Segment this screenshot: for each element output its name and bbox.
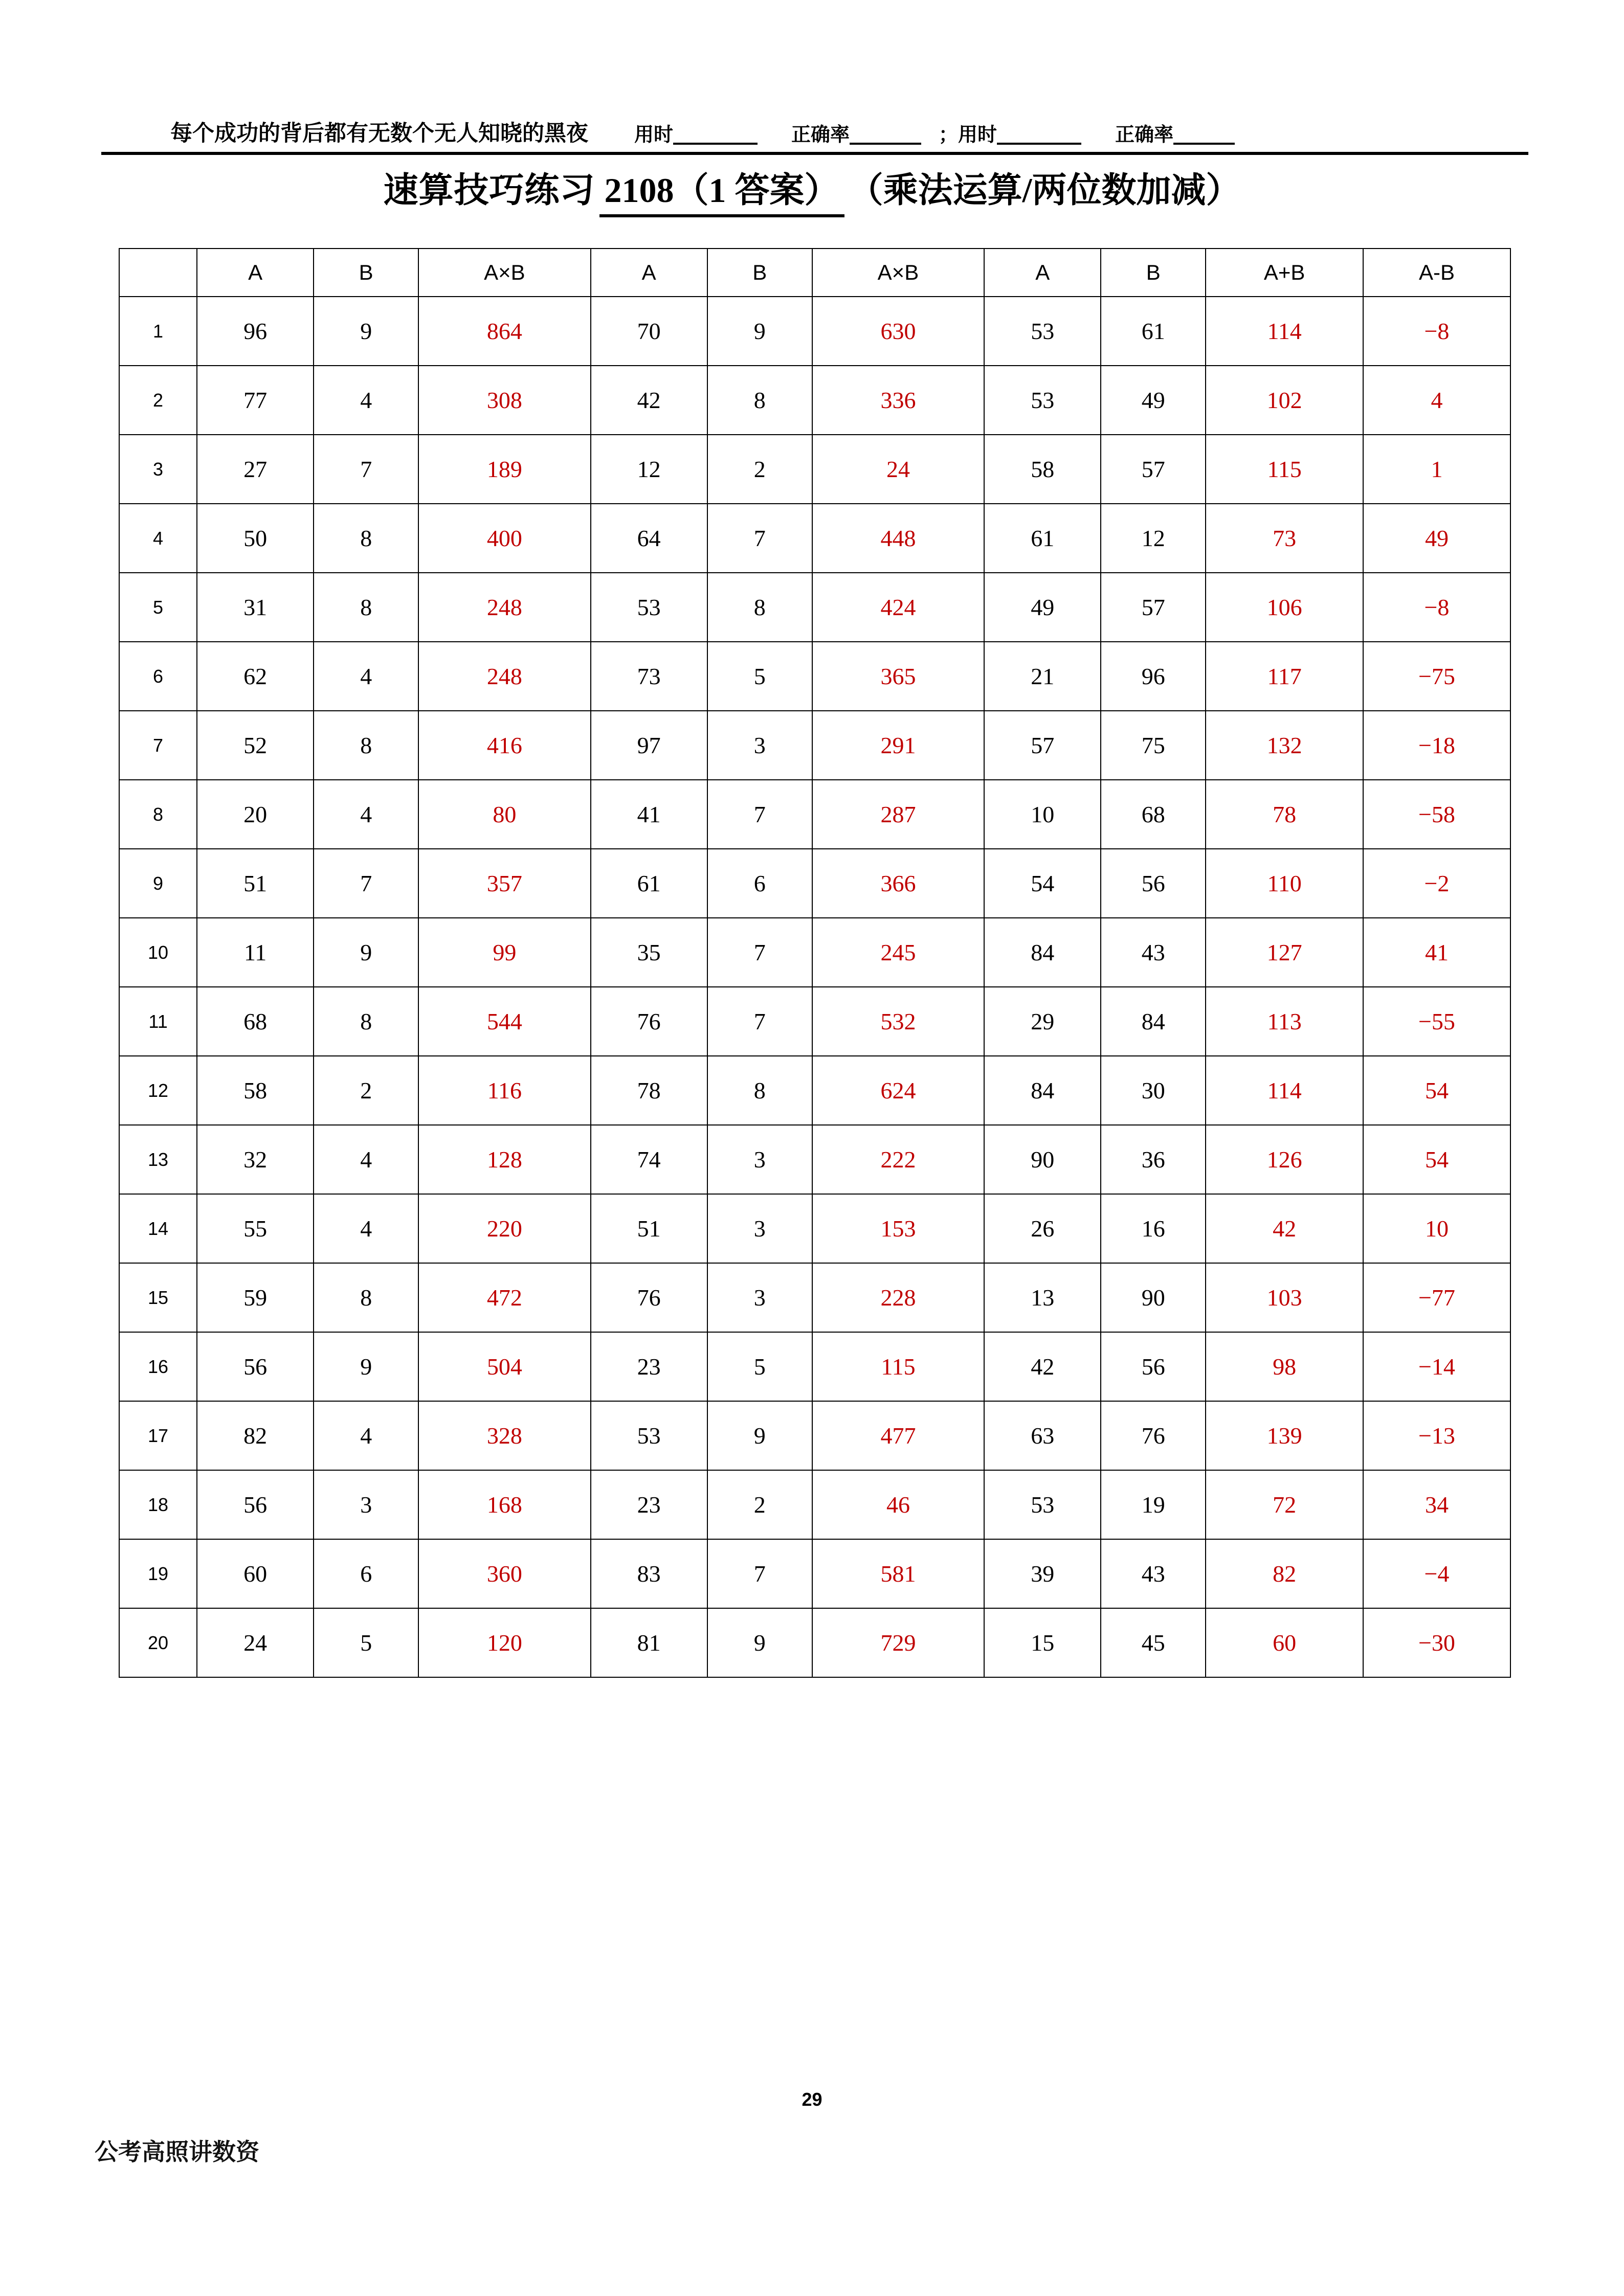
operand-cell: 59 [197, 1263, 314, 1332]
table-row [119, 1125, 1510, 1194]
practice-table-wrapper [119, 248, 1511, 1678]
column-header-2: B [314, 249, 418, 297]
operand-cell: 9 [314, 297, 418, 366]
operand-cell: 5 [707, 642, 812, 711]
answer-cell: 120 [418, 1608, 590, 1677]
operand-cell: 41 [591, 780, 707, 849]
row-index: 11 [119, 987, 197, 1056]
operand-cell: 55 [197, 1194, 314, 1263]
operand-cell: 13 [984, 1263, 1101, 1332]
table-row [119, 918, 1510, 987]
operand-cell: 75 [1101, 711, 1206, 780]
operand-cell: 53 [984, 1470, 1101, 1539]
operand-cell: 54 [984, 849, 1101, 918]
column-header-10: A-B [1363, 249, 1510, 297]
operand-cell: 57 [984, 711, 1101, 780]
answer-cell: 366 [812, 849, 984, 918]
operand-cell: 30 [1101, 1056, 1206, 1125]
operand-cell: 7 [707, 504, 812, 573]
answer-cell: 729 [812, 1608, 984, 1677]
operand-cell: 24 [197, 1608, 314, 1677]
operand-cell: 2 [707, 1470, 812, 1539]
row-index: 3 [119, 435, 197, 504]
table-head [119, 249, 1510, 297]
operand-cell: 82 [197, 1401, 314, 1470]
answer-cell: 24 [812, 435, 984, 504]
operand-cell: 8 [314, 1263, 418, 1332]
operand-cell: 70 [591, 297, 707, 366]
answer-cell: 54 [1363, 1125, 1510, 1194]
table-row [119, 1332, 1510, 1401]
time-label-2: 用时 [958, 124, 997, 146]
answer-cell: 117 [1206, 642, 1363, 711]
operand-cell: 96 [1101, 642, 1206, 711]
answer-cell: 80 [418, 780, 590, 849]
operand-cell: 74 [591, 1125, 707, 1194]
operand-cell: 3 [707, 1194, 812, 1263]
operand-cell: 27 [197, 435, 314, 504]
operand-cell: 63 [984, 1401, 1101, 1470]
answer-cell: 328 [418, 1401, 590, 1470]
answer-cell: −58 [1363, 780, 1510, 849]
row-index: 1 [119, 297, 197, 366]
answer-cell: 115 [1206, 435, 1363, 504]
column-header-index [119, 249, 197, 297]
answer-cell: 220 [418, 1194, 590, 1263]
title-code: 2108（1 答案） [599, 169, 844, 217]
operand-cell: 53 [591, 573, 707, 642]
accuracy-blank-1[interactable] [850, 127, 921, 145]
operand-cell: 8 [314, 987, 418, 1056]
operand-cell: 56 [197, 1332, 314, 1401]
operand-cell: 8 [707, 1056, 812, 1125]
answer-cell: −18 [1363, 711, 1510, 780]
table-row [119, 297, 1510, 366]
answer-cell: 126 [1206, 1125, 1363, 1194]
operand-cell: 53 [984, 297, 1101, 366]
operand-cell: 56 [197, 1470, 314, 1539]
answer-cell: −77 [1363, 1263, 1510, 1332]
answer-cell: 365 [812, 642, 984, 711]
operand-cell: 4 [314, 1194, 418, 1263]
operand-cell: 62 [197, 642, 314, 711]
table-row [119, 1401, 1510, 1470]
running-header [101, 105, 1528, 153]
operand-cell: 43 [1101, 918, 1206, 987]
answer-cell: 153 [812, 1194, 984, 1263]
row-index: 15 [119, 1263, 197, 1332]
answer-cell: 116 [418, 1056, 590, 1125]
table-row [119, 366, 1510, 435]
column-header-9: A+B [1206, 249, 1363, 297]
answer-cell: 42 [1206, 1194, 1363, 1263]
table-row [119, 435, 1510, 504]
operand-cell: 31 [197, 573, 314, 642]
table-row [119, 1470, 1510, 1539]
answer-cell: 49 [1363, 504, 1510, 573]
title-suffix: （乘法运算/两位数加减） [848, 171, 1241, 210]
operand-cell: 15 [984, 1608, 1101, 1677]
operand-cell: 7 [707, 987, 812, 1056]
accuracy-blank-2[interactable] [1173, 127, 1235, 145]
operand-cell: 9 [707, 297, 812, 366]
operand-cell: 51 [591, 1194, 707, 1263]
answer-cell: 102 [1206, 366, 1363, 435]
row-index: 14 [119, 1194, 197, 1263]
time-field-2 [958, 125, 1081, 145]
operand-cell: 9 [707, 1401, 812, 1470]
answer-cell: 504 [418, 1332, 590, 1401]
answer-cell: 624 [812, 1056, 984, 1125]
table-row [119, 1539, 1510, 1608]
answer-cell: 106 [1206, 573, 1363, 642]
operand-cell: 77 [197, 366, 314, 435]
operand-cell: 84 [1101, 987, 1206, 1056]
operand-cell: 76 [591, 1263, 707, 1332]
answer-cell: 472 [418, 1263, 590, 1332]
header-divider [101, 152, 1528, 155]
accuracy-label-2: 正确率 [1115, 124, 1174, 146]
operand-cell: 9 [314, 1332, 418, 1401]
row-index: 7 [119, 711, 197, 780]
operand-cell: 42 [984, 1332, 1101, 1401]
operand-cell: 45 [1101, 1608, 1206, 1677]
answer-cell: 139 [1206, 1401, 1363, 1470]
operand-cell: 8 [707, 573, 812, 642]
answer-cell: −75 [1363, 642, 1510, 711]
column-header-6: A×B [812, 249, 984, 297]
answer-cell: 360 [418, 1539, 590, 1608]
operand-cell: 4 [314, 366, 418, 435]
answer-cell: 630 [812, 297, 984, 366]
operand-cell: 83 [591, 1539, 707, 1608]
answer-cell: 424 [812, 573, 984, 642]
answer-cell: 448 [812, 504, 984, 573]
answer-cell: 78 [1206, 780, 1363, 849]
table-row [119, 1608, 1510, 1677]
operand-cell: 3 [707, 1125, 812, 1194]
operand-cell: 7 [707, 1539, 812, 1608]
answer-cell: 544 [418, 987, 590, 1056]
time-blank-2[interactable] [997, 127, 1081, 145]
operand-cell: 4 [314, 1401, 418, 1470]
answer-cell: −13 [1363, 1401, 1510, 1470]
row-index: 6 [119, 642, 197, 711]
operand-cell: 7 [707, 918, 812, 987]
column-header-5: B [707, 249, 812, 297]
answer-cell: 103 [1206, 1263, 1363, 1332]
column-header-4: A [591, 249, 707, 297]
accuracy-label-1: 正确率 [791, 124, 850, 146]
operand-cell: 49 [984, 573, 1101, 642]
operand-cell: 60 [197, 1539, 314, 1608]
answer-cell: 168 [418, 1470, 590, 1539]
operand-cell: 84 [984, 1056, 1101, 1125]
answer-cell: 114 [1206, 297, 1363, 366]
answer-cell: 54 [1363, 1056, 1510, 1125]
operand-cell: 52 [197, 711, 314, 780]
answer-cell: −4 [1363, 1539, 1510, 1608]
operand-cell: 12 [1101, 504, 1206, 573]
row-index: 10 [119, 918, 197, 987]
operand-cell: 57 [1101, 435, 1206, 504]
table-row [119, 849, 1510, 918]
column-header-8: B [1101, 249, 1206, 297]
operand-cell: 64 [591, 504, 707, 573]
answer-cell: 291 [812, 711, 984, 780]
operand-cell: 7 [314, 849, 418, 918]
row-index: 2 [119, 366, 197, 435]
operand-cell: 39 [984, 1539, 1101, 1608]
answer-cell: 416 [418, 711, 590, 780]
operand-cell: 23 [591, 1470, 707, 1539]
row-index: 17 [119, 1401, 197, 1470]
answer-cell: 4 [1363, 366, 1510, 435]
time-field-1 [634, 125, 758, 145]
answer-cell: 864 [418, 297, 590, 366]
time-blank-1[interactable] [673, 127, 758, 145]
operand-cell: 58 [984, 435, 1101, 504]
answer-cell: 46 [812, 1470, 984, 1539]
accuracy-field-2 [1115, 125, 1235, 145]
operand-cell: 78 [591, 1056, 707, 1125]
operand-cell: 8 [314, 573, 418, 642]
answer-cell: 581 [812, 1539, 984, 1608]
operand-cell: 35 [591, 918, 707, 987]
answer-cell: 400 [418, 504, 590, 573]
answer-cell: 336 [812, 366, 984, 435]
operand-cell: 19 [1101, 1470, 1206, 1539]
table-header-row [119, 249, 1510, 297]
operand-cell: 3 [707, 711, 812, 780]
operand-cell: 10 [984, 780, 1101, 849]
accuracy-field-1 [791, 125, 921, 145]
operand-cell: 68 [1101, 780, 1206, 849]
answer-cell: 248 [418, 642, 590, 711]
answer-cell: −14 [1363, 1332, 1510, 1401]
operand-cell: 32 [197, 1125, 314, 1194]
answer-cell: 34 [1363, 1470, 1510, 1539]
row-index: 20 [119, 1608, 197, 1677]
answer-cell: 115 [812, 1332, 984, 1401]
table-row [119, 711, 1510, 780]
header-separator: ； [939, 124, 959, 146]
operand-cell: 9 [314, 918, 418, 987]
answer-cell: 73 [1206, 504, 1363, 573]
column-header-3: A×B [418, 249, 590, 297]
operand-cell: 3 [314, 1470, 418, 1539]
operand-cell: 96 [197, 297, 314, 366]
operand-cell: 97 [591, 711, 707, 780]
operand-cell: 4 [314, 642, 418, 711]
operand-cell: 50 [197, 504, 314, 573]
operand-cell: 56 [1101, 849, 1206, 918]
row-index: 4 [119, 504, 197, 573]
answer-cell: 132 [1206, 711, 1363, 780]
operand-cell: 90 [984, 1125, 1101, 1194]
operand-cell: 7 [707, 780, 812, 849]
operand-cell: 5 [314, 1608, 418, 1677]
answer-cell: 308 [418, 366, 590, 435]
answer-cell: 477 [812, 1401, 984, 1470]
operand-cell: 2 [314, 1056, 418, 1125]
answer-cell: −2 [1363, 849, 1510, 918]
operand-cell: 90 [1101, 1263, 1206, 1332]
operand-cell: 58 [197, 1056, 314, 1125]
operand-cell: 16 [1101, 1194, 1206, 1263]
answer-cell: 110 [1206, 849, 1363, 918]
operand-cell: 6 [707, 849, 812, 918]
operand-cell: 61 [1101, 297, 1206, 366]
title-main: 速算技巧练习 [383, 171, 595, 210]
answer-cell: 60 [1206, 1608, 1363, 1677]
practice-table [119, 248, 1511, 1678]
row-index: 5 [119, 573, 197, 642]
operand-cell: 73 [591, 642, 707, 711]
operand-cell: 2 [707, 435, 812, 504]
answer-cell: 127 [1206, 918, 1363, 987]
operand-cell: 3 [707, 1263, 812, 1332]
answer-cell: 189 [418, 435, 590, 504]
operand-cell: 61 [984, 504, 1101, 573]
operand-cell: 8 [314, 504, 418, 573]
operand-cell: 4 [314, 1125, 418, 1194]
operand-cell: 5 [707, 1332, 812, 1401]
operand-cell: 8 [314, 711, 418, 780]
operand-cell: 76 [1101, 1401, 1206, 1470]
watermark: 公考高照讲数资 [95, 2139, 259, 2165]
table-row [119, 573, 1510, 642]
operand-cell: 20 [197, 780, 314, 849]
answer-cell: 114 [1206, 1056, 1363, 1125]
answer-cell: −8 [1363, 573, 1510, 642]
operand-cell: 76 [591, 987, 707, 1056]
answer-cell: 222 [812, 1125, 984, 1194]
operand-cell: 9 [707, 1608, 812, 1677]
row-index: 13 [119, 1125, 197, 1194]
row-index: 16 [119, 1332, 197, 1401]
row-index: 18 [119, 1470, 197, 1539]
header-row [101, 105, 1528, 145]
operand-cell: 29 [984, 987, 1101, 1056]
operand-cell: 8 [707, 366, 812, 435]
operand-cell: 23 [591, 1332, 707, 1401]
table-row [119, 1194, 1510, 1263]
answer-cell: 1 [1363, 435, 1510, 504]
operand-cell: 42 [591, 366, 707, 435]
operand-cell: 49 [1101, 366, 1206, 435]
answer-cell: 532 [812, 987, 984, 1056]
answer-cell: −8 [1363, 297, 1510, 366]
answer-cell: −55 [1363, 987, 1510, 1056]
column-header-7: A [984, 249, 1101, 297]
operand-cell: 84 [984, 918, 1101, 987]
answer-cell: 10 [1363, 1194, 1510, 1263]
answer-cell: 228 [812, 1263, 984, 1332]
table-row [119, 1056, 1510, 1125]
answer-cell: 245 [812, 918, 984, 987]
answer-cell: 128 [418, 1125, 590, 1194]
answer-cell: 99 [418, 918, 590, 987]
answer-cell: 82 [1206, 1539, 1363, 1608]
operand-cell: 68 [197, 987, 314, 1056]
header-motto: 每个成功的背后都有无数个无人知晓的黑夜 [170, 122, 588, 146]
operand-cell: 81 [591, 1608, 707, 1677]
table-row [119, 987, 1510, 1056]
answer-cell: 41 [1363, 918, 1510, 987]
answer-cell: 113 [1206, 987, 1363, 1056]
row-index: 8 [119, 780, 197, 849]
row-index: 19 [119, 1539, 197, 1608]
operand-cell: 21 [984, 642, 1101, 711]
answer-cell: 287 [812, 780, 984, 849]
table-row [119, 780, 1510, 849]
answer-cell: 248 [418, 573, 590, 642]
column-header-1: A [197, 249, 314, 297]
operand-cell: 7 [314, 435, 418, 504]
operand-cell: 57 [1101, 573, 1206, 642]
table-body [119, 297, 1510, 1677]
table-row [119, 642, 1510, 711]
operand-cell: 36 [1101, 1125, 1206, 1194]
page-title [0, 169, 1624, 217]
answer-cell: 72 [1206, 1470, 1363, 1539]
answer-cell: 98 [1206, 1332, 1363, 1401]
operand-cell: 43 [1101, 1539, 1206, 1608]
operand-cell: 61 [591, 849, 707, 918]
operand-cell: 4 [314, 780, 418, 849]
operand-cell: 56 [1101, 1332, 1206, 1401]
operand-cell: 11 [197, 918, 314, 987]
table-row [119, 1263, 1510, 1332]
operand-cell: 6 [314, 1539, 418, 1608]
answer-cell: −30 [1363, 1608, 1510, 1677]
table-row [119, 504, 1510, 573]
operand-cell: 53 [591, 1401, 707, 1470]
operand-cell: 26 [984, 1194, 1101, 1263]
answer-cell: 357 [418, 849, 590, 918]
page-number: 29 [802, 2089, 822, 2110]
operand-cell: 51 [197, 849, 314, 918]
row-index: 12 [119, 1056, 197, 1125]
row-index: 9 [119, 849, 197, 918]
time-label-1: 用时 [634, 124, 674, 146]
operand-cell: 12 [591, 435, 707, 504]
operand-cell: 53 [984, 366, 1101, 435]
